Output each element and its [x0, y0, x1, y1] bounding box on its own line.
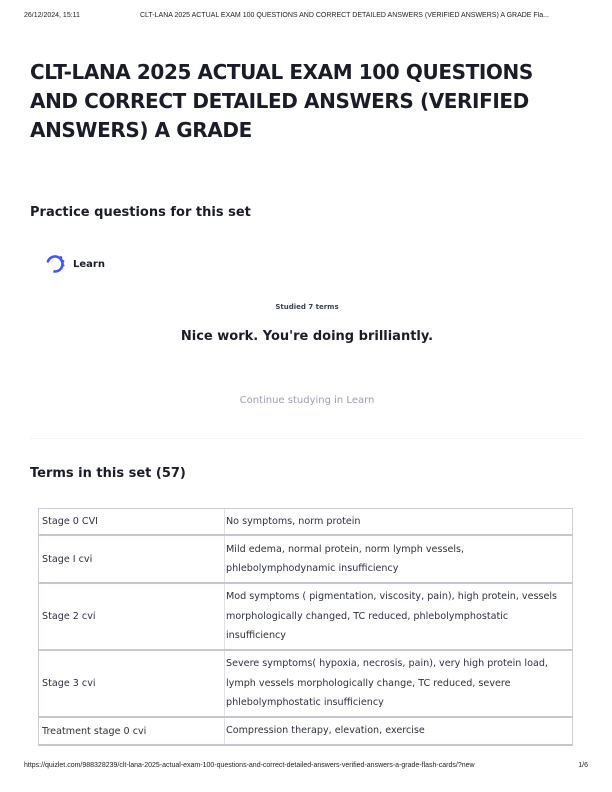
terms-table — [38, 508, 573, 746]
studied-count: Studied 7 terms — [275, 303, 339, 311]
print-url: https://quizlet.com/988328239/clt-lana-2025-actual-exam-100-questions-and-correct-detailed-answers-verified-answers-a-grade-flash-cards/?new — [24, 762, 475, 769]
print-header — [24, 12, 590, 24]
practice-heading: Practice questions for this set — [30, 205, 251, 220]
term-row — [38, 584, 573, 651]
learn-card — [30, 240, 584, 440]
definition-text: Compression therapy, elevation, exercise — [226, 725, 425, 737]
print-footer — [24, 762, 588, 774]
definition-text: Mild edema, normal protein, norm lymph vessels, phlebolymphodynamic insufficiency — [226, 543, 465, 574]
term-row — [38, 651, 573, 718]
set-title: CLT-LANA 2025 ACTUAL EXAM 100 QUESTIONS AND CORRECT DETAILED ANSWERS (VERIFIED ANSWERS) A GRADE — [30, 60, 533, 142]
continue-learn-link[interactable]: Continue studying in Learn — [239, 395, 375, 406]
definition-text: Severe symptoms( hypoxia, necrosis, pain), very high protein load, lymph vessels morphologically change, TC reduced, severe phlebolymphostatic insufficiency — [226, 658, 548, 709]
print-datetime: 26/12/2024, 15:11 — [24, 12, 80, 19]
learn-progress-icon — [44, 253, 66, 275]
definition-text: No symptoms, norm protein — [226, 515, 361, 527]
print-doc-title: CLT-LANA 2025 ACTUAL EXAM 100 QUESTIONS AND CORRECT DETAILED ANSWERS (VERIFIED ANSWERS) A GRADE Fla... — [140, 12, 549, 19]
term-text: Stage I cvi — [39, 536, 225, 582]
page-number: 1/6 — [578, 762, 588, 769]
definition-text: Mod symptoms ( pigmentation, viscosity, pain), high protein, vessels morphologically changed, TC reduced, phlebolymphostatic insufficiency — [226, 591, 558, 642]
term-row — [38, 718, 573, 746]
term-text: Stage 2 cvi — [39, 584, 225, 649]
learn-button[interactable] — [44, 250, 105, 278]
progress-message: Nice work. You're doing brilliantly. — [180, 329, 434, 344]
term-text: Stage 0 CVI — [39, 509, 225, 534]
term-text: Treatment stage 0 cvi — [39, 718, 225, 744]
term-row — [38, 508, 573, 536]
divider — [30, 438, 584, 439]
term-row — [38, 536, 573, 584]
term-text: Stage 3 cvi — [39, 651, 225, 716]
learn-label: Learn — [73, 258, 105, 270]
terms-heading: Terms in this set (57) — [30, 466, 186, 481]
